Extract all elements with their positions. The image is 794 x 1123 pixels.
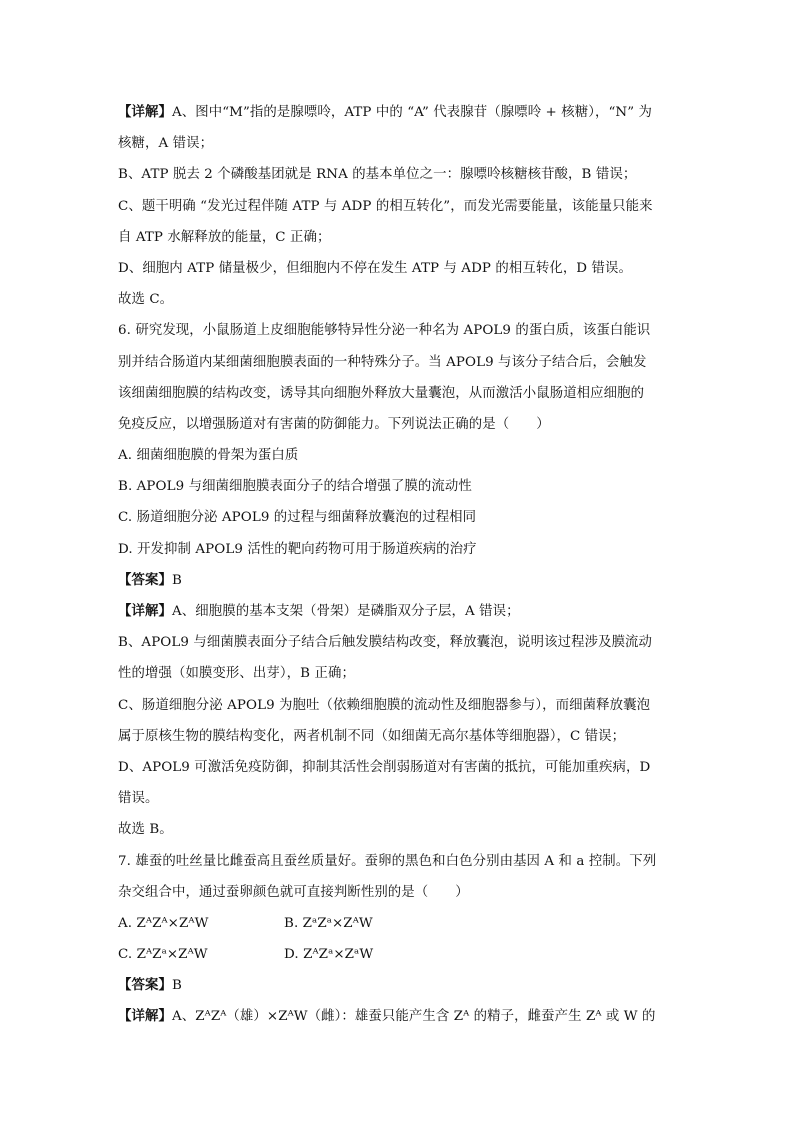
detail-tag: 【详解】 bbox=[118, 1008, 172, 1025]
q6-detail-line-2: B、APOL9 与细菌膜表面分子结合后触发膜结构改变，释放囊泡，说明该过程涉及膜流动 bbox=[118, 635, 653, 651]
q6-conclusion: 故选 B。 bbox=[118, 822, 173, 838]
q6-detail-line-3: 性的增强（如膜变形、出芽），B 正确； bbox=[118, 666, 355, 682]
q6-stem-line-3: 该细菌细胞膜的结构改变，诱导其向细胞外释放大量囊泡，从而激活小鼠肠道相应细胞的 bbox=[118, 385, 645, 401]
q6-answer bbox=[118, 565, 678, 596]
q7-stem-line-2: 杂交组合中，通过蚕卵颜色就可直接判断性别的是（ ） bbox=[118, 884, 469, 900]
q6-detail-line-4: C、肠道细胞分泌 APOL9 为胞吐（依赖细胞膜的流动性及细胞器参与），而细菌释放囊泡 bbox=[118, 697, 651, 713]
q7-option-b: B. ZᵃZᵃ×ZᴬW bbox=[284, 915, 373, 931]
q5-conclusion: 故选 C。 bbox=[118, 292, 174, 308]
q6-stem-line-2: 别并结合肠道内某细菌细胞膜表面的一种特殊分子。当 APOL9 与该分子结合后，会触发 bbox=[118, 354, 647, 370]
q6-option-b: B. APOL9 与细菌细胞膜表面分子的结合增强了膜的流动性 bbox=[118, 479, 472, 495]
document-page bbox=[118, 97, 678, 1033]
q6-detail-line-6: D、APOL9 可激活免疫防御，抑制其活性会削弱肠道对有害菌的抵抗，可能加重疾病，D bbox=[118, 759, 651, 775]
q6-option-c: C. 肠道细胞分泌 APOL9 的过程与细菌释放囊泡的过程相同 bbox=[118, 510, 477, 526]
q5-detail-line-5: 自 ATP 水解释放的能量，C 正确； bbox=[118, 229, 331, 245]
detail-tag: 【详解】 bbox=[118, 104, 172, 120]
detail-tag: 【详解】 bbox=[118, 603, 172, 619]
q5-detail-line-6: D、细胞内 ATP 储量极少，但细胞内不停在发生 ATP 与 ADP 的相互转化，D 错误。 bbox=[118, 260, 632, 276]
q6-detail-line-7: 错误。 bbox=[118, 791, 159, 807]
q6-stem-line-1: 6. 研究发现，小鼠肠道上皮细胞能够特异性分泌一种名为 APOL9 的蛋白质，该蛋白能识 bbox=[118, 323, 651, 339]
q6-detail-line-1: 【详解】A、细胞膜的基本支架（骨架）是磷脂双分子层，A 错误； bbox=[118, 603, 520, 619]
q7-option-c: C. ZᴬZᵃ×ZᴬW bbox=[118, 947, 208, 963]
answer-tag: 【答案】 bbox=[118, 571, 172, 588]
q5-detail-line-3: B、ATP 脱去 2 个磷酸基团就是 RNA 的基本单位之一：腺嘌呤核糖核苷酸，B 错误； bbox=[118, 167, 637, 183]
q7-answer bbox=[118, 970, 678, 1001]
q6-detail-line-5: 属于原核生物的膜结构变化，两者机制不同（如细菌无高尔基体等细胞器），C 错误； bbox=[118, 728, 626, 744]
q5-detail-line-2: 核糖，A 错误； bbox=[118, 136, 214, 152]
q6-option-d: D. 开发抑制 APOL9 活性的靶向药物可用于肠道疾病的治疗 bbox=[118, 541, 477, 557]
q7-options-row-1 bbox=[118, 908, 678, 939]
answer-value: B bbox=[171, 978, 182, 994]
q7-options-row-2 bbox=[118, 939, 678, 970]
q6-option-a: A. 细菌细胞膜的骨架为蛋白质 bbox=[118, 448, 299, 464]
q7-detail-line-1: 【详解】A、ZᴬZᴬ（雄）×ZᴬW（雌）：雄蚕只能产生含 Zᴬ 的精子，雌蚕产生 Zᴬ 或 W 的 bbox=[118, 1008, 656, 1025]
q7-option-a: A. ZᴬZᴬ×ZᴬW bbox=[118, 915, 209, 931]
answer-tag: 【答案】 bbox=[118, 977, 172, 994]
q5-detail-line-4: C、题干明确 “发光过程伴随 ATP 与 ADP 的相互转化”，而发光需要能量，该能量只能来 bbox=[118, 198, 653, 214]
q6-stem-line-4: 免疫反应，以增强肠道对有害菌的防御能力。下列说法正确的是（ ） bbox=[118, 416, 550, 432]
answer-value: B bbox=[171, 572, 182, 588]
q5-detail-line-1: 【详解】A、图中“M”指的是腺嘌呤，ATP 中的 “A” 代表腺苷（腺嘌呤 + 核糖），“N” 为 bbox=[118, 104, 653, 120]
q7-option-d: D. ZᴬZᵃ×ZᵃW bbox=[284, 947, 374, 963]
q7-stem-line-1: 7. 雄蚕的吐丝量比雌蚕高且蚕丝质量好。蚕卵的黑色和白色分别由基因 A 和 a 控制。下列 bbox=[118, 853, 657, 869]
